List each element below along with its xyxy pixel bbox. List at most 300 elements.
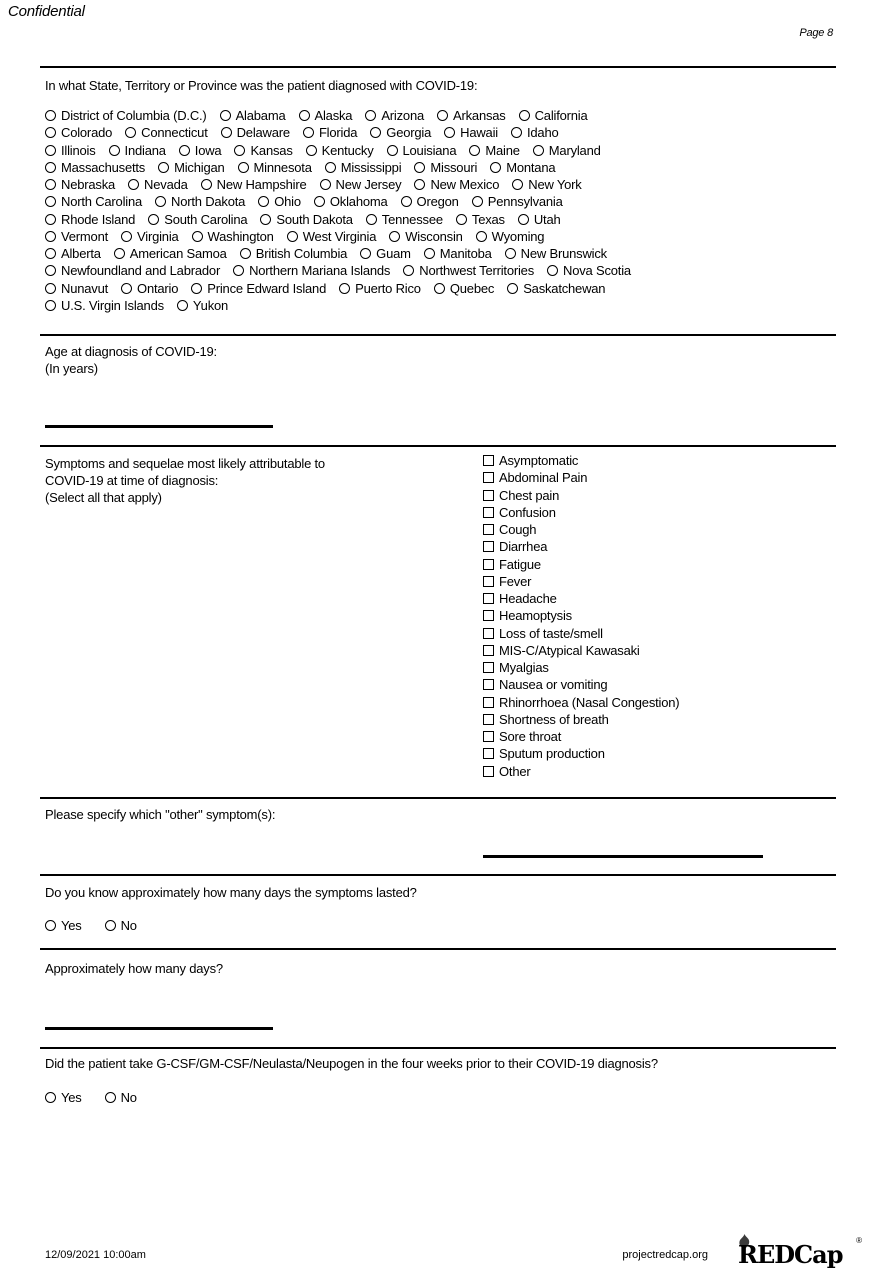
- radio-option: [414, 177, 499, 192]
- option-label: No: [120, 918, 137, 933]
- option-label: Diarrhea: [499, 539, 548, 555]
- option-label: Sore throat: [499, 729, 562, 745]
- checkbox[interactable]: [483, 490, 494, 501]
- radio-button[interactable]: [360, 248, 371, 259]
- checkbox-option: [483, 729, 561, 744]
- radio-option: [258, 194, 301, 209]
- radio-button[interactable]: [45, 231, 56, 242]
- option-label: U.S. Virgin Islands: [61, 297, 164, 313]
- radio-option: [389, 229, 462, 244]
- radio-button[interactable]: [45, 145, 56, 156]
- radio-button[interactable]: [234, 145, 245, 156]
- checkbox[interactable]: [483, 610, 494, 621]
- option-label: Asymptomatic: [499, 453, 579, 469]
- option-label: Sputum production: [499, 746, 605, 762]
- radio-button[interactable]: [258, 196, 269, 207]
- option-label: Pennsylvania: [487, 194, 563, 210]
- radio-button[interactable]: [434, 283, 445, 294]
- radio-button[interactable]: [365, 110, 376, 121]
- checkbox[interactable]: [483, 576, 494, 587]
- radio-button[interactable]: [287, 231, 298, 242]
- section-divider: [40, 334, 836, 336]
- radio-option: [456, 212, 505, 227]
- option-label: Fatigue: [499, 556, 541, 572]
- question-age-label-text: Age at diagnosis of COVID-19:: [45, 344, 217, 359]
- radio-option: [414, 160, 477, 175]
- radio-button[interactable]: [45, 1092, 56, 1103]
- question-symptoms-note: (Select all that apply): [45, 490, 162, 506]
- radio-button[interactable]: [518, 214, 529, 225]
- radio-option: [303, 125, 357, 140]
- checkbox[interactable]: [483, 662, 494, 673]
- option-label: Florida: [318, 125, 358, 141]
- radio-option: [45, 229, 108, 244]
- radio-button[interactable]: [221, 127, 232, 138]
- radio-button[interactable]: [403, 265, 414, 276]
- checkbox[interactable]: [483, 593, 494, 604]
- radio-option-yes: [45, 1090, 82, 1105]
- radio-button[interactable]: [260, 214, 271, 225]
- radio-button[interactable]: [511, 127, 522, 138]
- radio-option: [121, 281, 178, 296]
- radio-option: [121, 229, 179, 244]
- radio-option: [325, 160, 402, 175]
- symptom-option-row: [483, 607, 679, 624]
- radio-button[interactable]: [45, 110, 56, 121]
- option-label: North Carolina: [61, 194, 143, 210]
- option-label: New York: [528, 177, 582, 193]
- gcsf-radio-group: [45, 1090, 137, 1105]
- question-state-label: In what State, Territory or Province was the patient diagnosed with COVID-19:: [45, 78, 478, 93]
- option-label: Nebraska: [61, 177, 116, 193]
- radio-option: [547, 263, 631, 278]
- radio-option: [287, 229, 377, 244]
- checkbox[interactable]: [483, 472, 494, 483]
- option-label: California: [534, 108, 588, 124]
- checkbox-option: [483, 660, 549, 675]
- radio-option-no: [105, 918, 137, 933]
- state-option-row: [45, 297, 631, 314]
- radio-button[interactable]: [240, 248, 251, 259]
- option-label: Saskatchewan: [523, 280, 606, 296]
- radio-button[interactable]: [512, 179, 523, 190]
- radio-option: [365, 108, 424, 123]
- radio-button[interactable]: [299, 110, 310, 121]
- checkbox-option: [483, 574, 531, 589]
- checkbox-option: [483, 643, 640, 658]
- checkbox-option: [483, 453, 578, 468]
- redcap-logo: [736, 1234, 866, 1270]
- radio-option: [533, 143, 601, 158]
- option-label: Iowa: [194, 142, 222, 158]
- radio-option: [469, 143, 519, 158]
- radio-option: [360, 246, 411, 261]
- radio-button[interactable]: [192, 231, 203, 242]
- symptom-option-row: [483, 538, 679, 555]
- option-label: Northwest Territories: [419, 263, 535, 279]
- radio-option: [403, 263, 534, 278]
- radio-button[interactable]: [444, 127, 455, 138]
- radio-button[interactable]: [320, 179, 331, 190]
- option-label: Montana: [506, 159, 556, 175]
- state-option-row: [45, 280, 631, 297]
- radio-button[interactable]: [125, 127, 136, 138]
- radio-option: [511, 125, 559, 140]
- option-label: American Samoa: [129, 246, 227, 262]
- section-divider: [40, 445, 836, 447]
- option-label: Idaho: [526, 125, 559, 141]
- option-label: Oklahoma: [329, 194, 388, 210]
- radio-button[interactable]: [366, 214, 377, 225]
- checkbox[interactable]: [483, 748, 494, 759]
- radio-option: [155, 194, 245, 209]
- option-label: Northern Mariana Islands: [249, 263, 391, 279]
- question-days-count-label: Approximately how many days?: [45, 961, 223, 976]
- option-label: Puerto Rico: [355, 280, 421, 296]
- checkbox[interactable]: [483, 679, 494, 690]
- option-label: Wyoming: [491, 228, 545, 244]
- radio-option: [148, 212, 247, 227]
- symptom-option-row: [483, 625, 679, 642]
- option-label: Yukon: [192, 297, 229, 313]
- page-number-label: Page 8: [799, 27, 833, 39]
- checkbox-option: [483, 695, 679, 710]
- radio-option: [45, 298, 164, 313]
- option-label: Arizona: [381, 108, 425, 124]
- radio-button[interactable]: [238, 162, 249, 173]
- section-divider: [40, 948, 836, 950]
- option-label: New Brunswick: [520, 246, 607, 262]
- option-label: Newfoundland and Labrador: [61, 263, 221, 279]
- radio-option: [114, 246, 227, 261]
- option-label: Maryland: [548, 142, 601, 158]
- days-known-radio-group: [45, 918, 137, 933]
- radio-button[interactable]: [45, 127, 56, 138]
- option-label: Vermont: [61, 228, 109, 244]
- radio-button[interactable]: [414, 162, 425, 173]
- checkbox[interactable]: [483, 524, 494, 535]
- radio-button[interactable]: [45, 300, 56, 311]
- radio-button[interactable]: [148, 214, 159, 225]
- checkbox[interactable]: [483, 628, 494, 639]
- option-label: Missouri: [430, 159, 478, 175]
- symptom-checkbox-group: [483, 452, 679, 780]
- section-divider: [40, 797, 836, 799]
- section-divider: [40, 874, 836, 876]
- state-option-row: [45, 193, 631, 210]
- radio-button[interactable]: [389, 231, 400, 242]
- state-option-row: [45, 228, 631, 245]
- symptom-option-row: [483, 728, 679, 745]
- question-symptoms-label-line1: Symptoms and sequelae most likely attributable to: [45, 456, 325, 471]
- radio-option: [306, 143, 374, 158]
- radio-button[interactable]: [158, 162, 169, 173]
- option-label: New Mexico: [430, 177, 500, 193]
- option-label: West Virginia: [302, 228, 377, 244]
- radio-option: [45, 263, 220, 278]
- footer-link[interactable]: projectredcap.org: [622, 1249, 708, 1261]
- radio-option: [519, 108, 588, 123]
- radio-button[interactable]: [45, 162, 56, 173]
- option-label: No: [120, 1090, 137, 1105]
- radio-option: [220, 108, 286, 123]
- radio-button[interactable]: [105, 1092, 116, 1103]
- radio-option: [45, 212, 135, 227]
- radio-option: [505, 246, 607, 261]
- option-label: Abdominal Pain: [499, 470, 588, 486]
- option-label: Headache: [499, 591, 557, 607]
- radio-button[interactable]: [547, 265, 558, 276]
- radio-button[interactable]: [45, 214, 56, 225]
- radio-button[interactable]: [45, 283, 56, 294]
- radio-option: [476, 229, 545, 244]
- option-label: Delaware: [236, 125, 290, 141]
- option-label: Ohio: [274, 194, 301, 210]
- radio-option: [366, 212, 443, 227]
- option-label: Alabama: [235, 108, 286, 124]
- question-gcsf-label: Did the patient take G-CSF/GM-CSF/Neulasta/Neupogen in the four weeks prior to their COVID-19 diagnosis?: [45, 1056, 658, 1071]
- radio-option: [158, 160, 224, 175]
- radio-button[interactable]: [414, 179, 425, 190]
- radio-button[interactable]: [105, 920, 116, 931]
- option-label: Chest pain: [499, 487, 560, 503]
- radio-button[interactable]: [437, 110, 448, 121]
- radio-button[interactable]: [155, 196, 166, 207]
- symptom-option-row: [483, 487, 679, 504]
- radio-option: [45, 177, 115, 192]
- radio-option: [234, 143, 292, 158]
- checkbox[interactable]: [483, 559, 494, 570]
- radio-button[interactable]: [306, 145, 317, 156]
- radio-button[interactable]: [233, 265, 244, 276]
- radio-option: [299, 108, 353, 123]
- radio-option: [201, 177, 307, 192]
- option-label: Kentucky: [321, 142, 374, 158]
- radio-button[interactable]: [519, 110, 530, 121]
- state-option-row: [45, 176, 631, 193]
- radio-button[interactable]: [472, 196, 483, 207]
- radio-button[interactable]: [121, 283, 132, 294]
- radio-option: [507, 281, 605, 296]
- option-label: Nevada: [144, 177, 188, 193]
- state-option-row: [45, 262, 631, 279]
- symptom-option-row: [483, 745, 679, 762]
- radio-option: [45, 160, 145, 175]
- radio-button[interactable]: [314, 196, 325, 207]
- option-label: Arkansas: [453, 108, 506, 124]
- radio-button[interactable]: [476, 231, 487, 242]
- state-option-row: [45, 159, 631, 176]
- radio-option: [45, 125, 112, 140]
- radio-button[interactable]: [45, 248, 56, 259]
- option-label: Other: [499, 763, 531, 779]
- option-label: Nausea or vomiting: [499, 677, 608, 693]
- radio-option: [179, 143, 222, 158]
- option-label: Minnesota: [253, 159, 312, 175]
- option-label: Tennessee: [381, 211, 443, 227]
- radio-button[interactable]: [45, 196, 56, 207]
- radio-button[interactable]: [179, 145, 190, 156]
- question-age-label: [45, 343, 217, 377]
- state-radio-group: [45, 107, 631, 314]
- checkbox[interactable]: [483, 541, 494, 552]
- option-label: District of Columbia (D.C.): [61, 108, 207, 124]
- radio-option: [444, 125, 498, 140]
- radio-button[interactable]: [325, 162, 336, 173]
- checkbox-option: [483, 505, 556, 520]
- radio-option: [472, 194, 563, 209]
- checkbox[interactable]: [483, 714, 494, 725]
- radio-button[interactable]: [401, 196, 412, 207]
- state-option-row: [45, 107, 631, 124]
- option-label: Guam: [376, 246, 411, 262]
- radio-option: [387, 143, 457, 158]
- option-label: Fever: [499, 573, 532, 589]
- checkbox-option: [483, 470, 587, 485]
- checkbox[interactable]: [483, 455, 494, 466]
- radio-option: [339, 281, 421, 296]
- redcap-logo-text: REDCap: [738, 1240, 843, 1269]
- option-label: Oregon: [416, 194, 459, 210]
- symptom-option-row: [483, 469, 679, 486]
- option-label: Alaska: [314, 108, 353, 124]
- option-label: Texas: [471, 211, 505, 227]
- radio-button[interactable]: [303, 127, 314, 138]
- radio-option: [45, 143, 96, 158]
- option-label: South Carolina: [164, 211, 248, 227]
- option-label: Quebec: [449, 280, 495, 296]
- symptom-option-row: [483, 676, 679, 693]
- radio-button[interactable]: [424, 248, 435, 259]
- option-label: Colorado: [61, 125, 113, 141]
- option-label: Hawaii: [460, 125, 498, 141]
- checkbox-option: [483, 764, 531, 779]
- symptom-option-row: [483, 711, 679, 728]
- option-label: Connecticut: [141, 125, 208, 141]
- radio-button[interactable]: [469, 145, 480, 156]
- radio-button[interactable]: [490, 162, 501, 173]
- option-label: Ontario: [137, 280, 179, 296]
- option-label: Indiana: [124, 142, 166, 158]
- radio-button[interactable]: [109, 145, 120, 156]
- radio-option: [125, 125, 207, 140]
- radio-option: [191, 281, 326, 296]
- radio-button[interactable]: [456, 214, 467, 225]
- radio-option: [401, 194, 459, 209]
- radio-option: [490, 160, 555, 175]
- radio-button[interactable]: [370, 127, 381, 138]
- option-label: Nova Scotia: [563, 263, 631, 279]
- radio-button[interactable]: [533, 145, 544, 156]
- radio-button[interactable]: [505, 248, 516, 259]
- checkbox-option: [483, 488, 559, 503]
- symptom-option-row: [483, 659, 679, 676]
- option-label: New Hampshire: [216, 177, 307, 193]
- age-input-line[interactable]: [45, 425, 273, 428]
- radio-button[interactable]: [177, 300, 188, 311]
- confidential-label: Confidential: [8, 3, 85, 20]
- radio-button[interactable]: [339, 283, 350, 294]
- option-label: Utah: [533, 211, 561, 227]
- option-label: Louisiana: [402, 142, 457, 158]
- checkbox[interactable]: [483, 766, 494, 777]
- option-label: Maine: [485, 142, 520, 158]
- option-label: Myalgias: [499, 660, 549, 676]
- radio-button[interactable]: [201, 179, 212, 190]
- radio-button[interactable]: [507, 283, 518, 294]
- radio-option: [240, 246, 347, 261]
- radio-button[interactable]: [45, 920, 56, 931]
- option-label: Loss of taste/smell: [499, 625, 603, 641]
- radio-button[interactable]: [128, 179, 139, 190]
- radio-option: [260, 212, 352, 227]
- checkbox[interactable]: [483, 645, 494, 656]
- radio-button[interactable]: [387, 145, 398, 156]
- option-label: Mississippi: [340, 159, 402, 175]
- symptom-option-row: [483, 642, 679, 659]
- option-label: Michigan: [174, 159, 225, 175]
- radio-option: [434, 281, 494, 296]
- other-symptom-input-line[interactable]: [483, 855, 763, 858]
- checkbox-option: [483, 712, 609, 727]
- symptom-option-row: [483, 763, 679, 780]
- option-label: Virginia: [137, 228, 179, 244]
- option-label: Prince Edward Island: [207, 280, 327, 296]
- radio-option: [45, 108, 207, 123]
- radio-button[interactable]: [45, 265, 56, 276]
- checkbox-option: [483, 557, 541, 572]
- option-label: MIS-C/Atypical Kawasaki: [499, 642, 640, 658]
- radio-button[interactable]: [45, 179, 56, 190]
- days-count-input-line[interactable]: [45, 1027, 273, 1030]
- option-label: Confusion: [499, 504, 556, 520]
- radio-button[interactable]: [191, 283, 202, 294]
- option-label: Washington: [207, 228, 274, 244]
- symptom-option-row: [483, 573, 679, 590]
- section-divider: [40, 66, 836, 68]
- option-label: Illinois: [61, 142, 96, 158]
- radio-option: [45, 194, 142, 209]
- checkbox[interactable]: [483, 731, 494, 742]
- radio-button[interactable]: [220, 110, 231, 121]
- question-other-symptom-label: Please specify which "other" symptom(s):: [45, 807, 276, 822]
- symptom-option-row: [483, 590, 679, 607]
- symptom-option-row: [483, 504, 679, 521]
- state-option-row: [45, 245, 631, 262]
- state-option-row: [45, 124, 631, 141]
- radio-option: [238, 160, 312, 175]
- checkbox[interactable]: [483, 507, 494, 518]
- option-label: Rhode Island: [61, 211, 136, 227]
- option-label: New Jersey: [335, 177, 402, 193]
- radio-option: [192, 229, 274, 244]
- radio-button[interactable]: [121, 231, 132, 242]
- checkbox-option: [483, 539, 547, 554]
- radio-button[interactable]: [114, 248, 125, 259]
- checkbox-option: [483, 522, 536, 537]
- radio-option: [320, 177, 402, 192]
- checkbox[interactable]: [483, 697, 494, 708]
- option-label: Rhinorrhoea (Nasal Congestion): [499, 694, 680, 710]
- radio-option: [109, 143, 166, 158]
- option-label: British Columbia: [255, 246, 348, 262]
- registered-mark: ®: [856, 1236, 862, 1245]
- option-label: Cough: [499, 522, 537, 538]
- symptom-option-row: [483, 694, 679, 711]
- option-label: Yes: [61, 1090, 82, 1105]
- option-label: Shortness of breath: [499, 711, 609, 727]
- radio-option: [45, 281, 108, 296]
